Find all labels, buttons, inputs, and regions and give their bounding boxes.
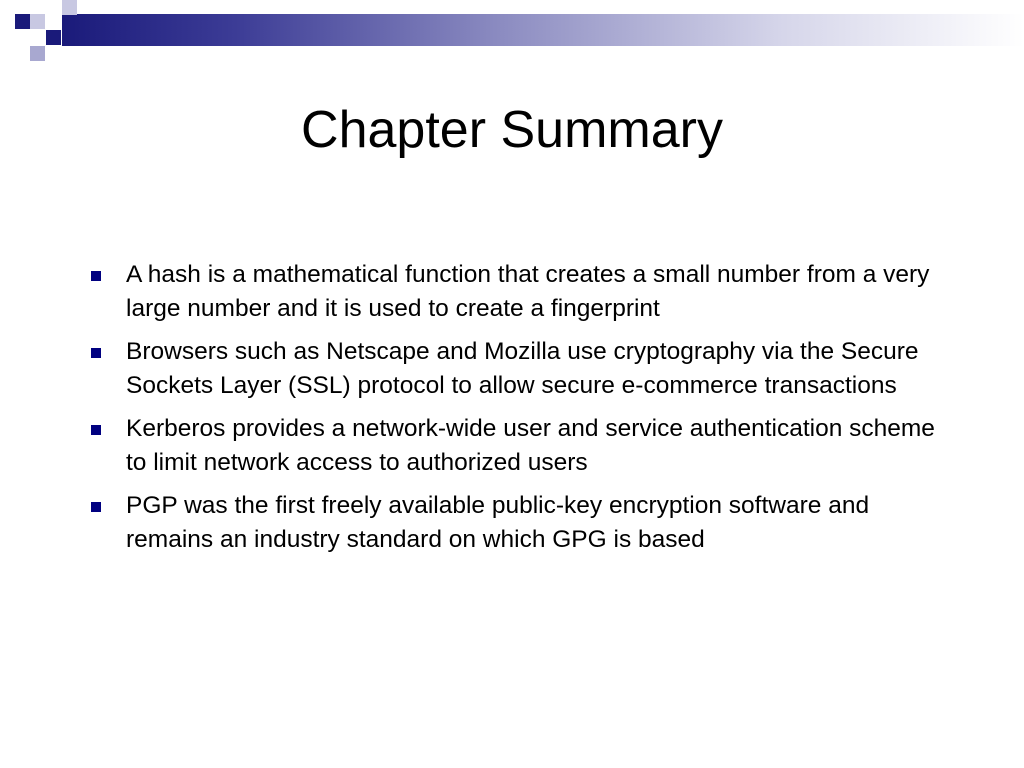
decor-square xyxy=(46,30,61,45)
square-bullet-icon xyxy=(91,271,101,281)
decor-square xyxy=(15,30,30,45)
bullet-item xyxy=(88,489,948,557)
square-bullet-icon xyxy=(91,425,101,435)
square-bullet-icon xyxy=(91,348,101,358)
bullet-text: Kerberos provides a network-wide user and service authentication scheme to limit network access to authorized users xyxy=(126,415,935,476)
bullet-text: Browsers such as Netscape and Mozilla use cryptography via the Secure Sockets Layer (SSL) protocol to allow secure e-commerce transactions xyxy=(126,338,919,399)
decor-square xyxy=(30,14,45,29)
decor-square xyxy=(62,0,77,15)
decor-square xyxy=(30,46,45,61)
decor-square xyxy=(30,30,45,45)
bullet-list xyxy=(88,258,948,566)
decor-square xyxy=(0,30,15,45)
decor-square xyxy=(46,14,61,29)
bullet-item xyxy=(88,258,948,326)
header-gradient-bar xyxy=(62,14,1024,46)
bullet-text: A hash is a mathematical function that creates a small number from a very large number and it is used to create a fingerprint xyxy=(126,261,930,322)
bullet-text: PGP was the first freely available public-key encryption software and remains an industry standard on which GPG is based xyxy=(126,492,870,553)
decor-square xyxy=(15,14,30,29)
slide-title: Chapter Summary xyxy=(301,101,723,159)
square-bullet-icon xyxy=(91,502,101,512)
header-decoration xyxy=(0,0,1024,62)
bullet-item xyxy=(88,335,948,403)
bullet-item xyxy=(88,412,948,480)
